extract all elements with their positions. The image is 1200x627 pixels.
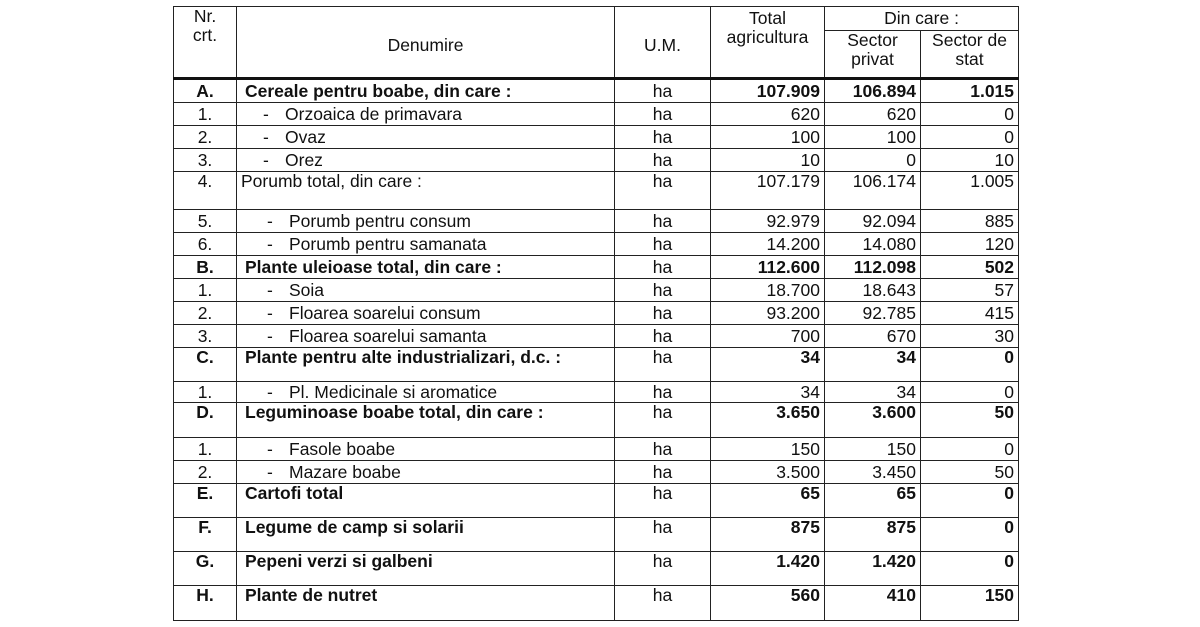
table-row xyxy=(174,382,1019,403)
bullet-dash: - xyxy=(263,103,269,124)
row-sector-privat: 34 xyxy=(825,382,921,403)
row-sector-privat: 3.450 xyxy=(825,461,921,484)
row-name xyxy=(237,484,615,518)
row-total: 1.420 xyxy=(711,552,825,586)
row-nr: A. xyxy=(174,79,237,103)
row-name-text: Orzoaica de primavara xyxy=(285,103,463,124)
table-body xyxy=(174,79,1019,621)
row-name xyxy=(237,233,615,256)
crop-area-table xyxy=(173,6,1019,621)
bullet-dash: - xyxy=(267,302,273,323)
row-sector-stat: 50 xyxy=(921,461,1019,484)
row-nr: 1. xyxy=(174,438,237,461)
row-nr: 1. xyxy=(174,103,237,126)
row-sector-stat: 0 xyxy=(921,382,1019,403)
header-nr-line2: crt. xyxy=(192,25,218,45)
row-total: 34 xyxy=(711,348,825,382)
header-sector-privat xyxy=(825,31,921,79)
bullet-dash: - xyxy=(267,279,273,300)
row-sector-privat: 100 xyxy=(825,126,921,149)
table-row xyxy=(174,348,1019,382)
row-sector-privat: 3.600 xyxy=(825,403,921,438)
row-name xyxy=(237,552,615,586)
row-um: ha xyxy=(615,382,711,403)
row-name-text: Leguminoase boabe total, din care : xyxy=(245,402,544,422)
row-name xyxy=(237,461,615,484)
table-row xyxy=(174,279,1019,302)
row-sector-stat: 0 xyxy=(921,348,1019,382)
row-total: 14.200 xyxy=(711,233,825,256)
row-name xyxy=(237,438,615,461)
row-total: 100 xyxy=(711,126,825,149)
row-name xyxy=(237,172,615,210)
row-sector-privat: 34 xyxy=(825,348,921,382)
row-nr: 2. xyxy=(174,126,237,149)
row-total: 150 xyxy=(711,438,825,461)
row-name xyxy=(237,518,615,552)
row-nr: C. xyxy=(174,348,237,382)
row-total: 112.600 xyxy=(711,256,825,279)
row-sector-privat: 92.094 xyxy=(825,210,921,233)
row-nr: H. xyxy=(174,586,237,621)
row-name-text: Cartofi total xyxy=(245,483,344,503)
table-row xyxy=(174,552,1019,586)
row-total: 3.650 xyxy=(711,403,825,438)
row-name-text: Fasole boabe xyxy=(289,438,396,459)
header-denumire xyxy=(237,7,615,79)
row-name-text: Pepeni verzi si galbeni xyxy=(245,551,433,571)
table-row xyxy=(174,484,1019,518)
row-sector-privat: 150 xyxy=(825,438,921,461)
row-sector-stat: 120 xyxy=(921,233,1019,256)
row-sector-stat: 885 xyxy=(921,210,1019,233)
header-total-line2: agricultura xyxy=(726,27,809,47)
row-um: ha xyxy=(615,403,711,438)
bullet-dash: - xyxy=(267,210,273,231)
row-name xyxy=(237,302,615,325)
row-nr: 6. xyxy=(174,233,237,256)
table-row xyxy=(174,438,1019,461)
row-sector-privat: 670 xyxy=(825,325,921,348)
row-total: 620 xyxy=(711,103,825,126)
header-denumire-label: Denumire xyxy=(387,34,464,55)
row-nr: B. xyxy=(174,256,237,279)
row-sector-privat: 875 xyxy=(825,518,921,552)
row-nr: 5. xyxy=(174,210,237,233)
row-sector-stat: 1.015 xyxy=(921,79,1019,103)
row-total: 65 xyxy=(711,484,825,518)
row-um: ha xyxy=(615,325,711,348)
row-name-text: Soia xyxy=(289,279,325,300)
table-row xyxy=(174,103,1019,126)
row-name xyxy=(237,279,615,302)
row-sector-privat: 106.174 xyxy=(825,172,921,210)
row-name-text: Floarea soarelui samanta xyxy=(289,325,487,346)
row-um: ha xyxy=(615,256,711,279)
row-um: ha xyxy=(615,279,711,302)
row-total: 700 xyxy=(711,325,825,348)
bullet-dash: - xyxy=(267,381,273,402)
row-um: ha xyxy=(615,461,711,484)
row-name xyxy=(237,210,615,233)
row-sector-privat: 0 xyxy=(825,149,921,172)
row-sector-stat: 0 xyxy=(921,518,1019,552)
row-sector-stat: 502 xyxy=(921,256,1019,279)
header-total xyxy=(711,7,825,79)
row-total: 10 xyxy=(711,149,825,172)
row-nr: 3. xyxy=(174,149,237,172)
table-row xyxy=(174,210,1019,233)
row-nr: D. xyxy=(174,403,237,438)
row-name-text: Plante de nutret xyxy=(245,585,378,605)
row-sector-stat: 0 xyxy=(921,484,1019,518)
row-name-text: Cereale pentru boabe, din care : xyxy=(245,80,512,101)
header-sector-stat xyxy=(921,31,1019,79)
row-sector-stat: 1.005 xyxy=(921,172,1019,210)
row-name-text: Floarea soarelui consum xyxy=(289,302,481,323)
table-row xyxy=(174,233,1019,256)
row-sector-stat: 0 xyxy=(921,103,1019,126)
row-sector-stat: 30 xyxy=(921,325,1019,348)
row-um: ha xyxy=(615,552,711,586)
row-sector-stat: 0 xyxy=(921,552,1019,586)
row-nr: E. xyxy=(174,484,237,518)
row-nr: 4. xyxy=(174,172,237,210)
bullet-dash: - xyxy=(267,233,273,254)
row-nr: 2. xyxy=(174,302,237,325)
row-sector-stat: 57 xyxy=(921,279,1019,302)
table-row xyxy=(174,79,1019,103)
row-name xyxy=(237,79,615,103)
row-sector-privat: 410 xyxy=(825,586,921,621)
row-sector-stat: 50 xyxy=(921,403,1019,438)
row-total: 18.700 xyxy=(711,279,825,302)
header-total-line1: Total xyxy=(749,8,786,28)
row-name-text: Pl. Medicinale si aromatice xyxy=(289,381,498,402)
row-um: ha xyxy=(615,484,711,518)
row-name xyxy=(237,256,615,279)
table-row xyxy=(174,518,1019,552)
table-row xyxy=(174,403,1019,438)
row-sector-stat: 415 xyxy=(921,302,1019,325)
row-name-text: Porumb total, din care : xyxy=(241,171,422,191)
row-sector-privat: 65 xyxy=(825,484,921,518)
row-sector-stat: 0 xyxy=(921,438,1019,461)
table-row xyxy=(174,149,1019,172)
row-sector-privat: 1.420 xyxy=(825,552,921,586)
row-name-text: Ovaz xyxy=(285,126,326,147)
row-name xyxy=(237,586,615,621)
row-um: ha xyxy=(615,518,711,552)
row-total: 93.200 xyxy=(711,302,825,325)
header-din-care-label: Din care : xyxy=(884,8,959,28)
table-row xyxy=(174,461,1019,484)
row-um: ha xyxy=(615,586,711,621)
row-sector-privat: 620 xyxy=(825,103,921,126)
row-total: 3.500 xyxy=(711,461,825,484)
row-um: ha xyxy=(615,348,711,382)
header-um-label: U.M. xyxy=(644,34,681,55)
row-nr: 1. xyxy=(174,382,237,403)
table-row xyxy=(174,302,1019,325)
row-name xyxy=(237,103,615,126)
row-sector-privat: 14.080 xyxy=(825,233,921,256)
row-name xyxy=(237,382,615,403)
row-nr: 2. xyxy=(174,461,237,484)
header-stat-line2: stat xyxy=(955,49,984,69)
row-sector-stat: 10 xyxy=(921,149,1019,172)
row-name xyxy=(237,403,615,438)
row-um: ha xyxy=(615,126,711,149)
table-row xyxy=(174,256,1019,279)
row-sector-privat: 106.894 xyxy=(825,79,921,103)
row-um: ha xyxy=(615,210,711,233)
row-nr: F. xyxy=(174,518,237,552)
row-total: 34 xyxy=(711,382,825,403)
header-din-care xyxy=(825,7,1019,31)
header-um xyxy=(615,7,711,79)
row-total: 875 xyxy=(711,518,825,552)
bullet-dash: - xyxy=(267,461,273,482)
bullet-dash: - xyxy=(267,438,273,459)
table-row xyxy=(174,325,1019,348)
row-name xyxy=(237,325,615,348)
row-sector-privat: 18.643 xyxy=(825,279,921,302)
header-privat-line1: Sector xyxy=(847,30,898,50)
header-nr-line1: Nr. xyxy=(193,6,217,26)
row-um: ha xyxy=(615,103,711,126)
header-stat-line1: Sector de xyxy=(932,30,1007,50)
header-nr xyxy=(174,7,237,79)
row-total: 560 xyxy=(711,586,825,621)
table-row xyxy=(174,586,1019,621)
row-name-text: Mazare boabe xyxy=(289,461,401,482)
row-name-text: Orez xyxy=(285,149,323,170)
row-total: 107.179 xyxy=(711,172,825,210)
row-total: 92.979 xyxy=(711,210,825,233)
table-row xyxy=(174,126,1019,149)
row-nr: 3. xyxy=(174,325,237,348)
row-total: 107.909 xyxy=(711,79,825,103)
row-um: ha xyxy=(615,79,711,103)
row-name xyxy=(237,126,615,149)
row-um: ha xyxy=(615,149,711,172)
row-name xyxy=(237,149,615,172)
bullet-dash: - xyxy=(263,149,269,170)
row-sector-stat: 150 xyxy=(921,586,1019,621)
row-nr: 1. xyxy=(174,279,237,302)
bullet-dash: - xyxy=(267,325,273,346)
row-um: ha xyxy=(615,172,711,210)
row-name-text: Porumb pentru consum xyxy=(289,210,471,231)
header-privat-line2: privat xyxy=(851,49,894,69)
row-sector-stat: 0 xyxy=(921,126,1019,149)
row-um: ha xyxy=(615,438,711,461)
row-um: ha xyxy=(615,233,711,256)
row-name xyxy=(237,348,615,382)
row-name-text: Porumb pentru samanata xyxy=(289,233,487,254)
row-nr: G. xyxy=(174,552,237,586)
row-name-text: Plante pentru alte industrializari, d.c. : xyxy=(245,347,562,367)
row-sector-privat: 92.785 xyxy=(825,302,921,325)
row-name-text: Plante uleioase total, din care : xyxy=(245,256,502,277)
bullet-dash: - xyxy=(263,126,269,147)
table-row xyxy=(174,172,1019,210)
row-um: ha xyxy=(615,302,711,325)
row-sector-privat: 112.098 xyxy=(825,256,921,279)
row-name-text: Legume de camp si solarii xyxy=(245,517,464,537)
